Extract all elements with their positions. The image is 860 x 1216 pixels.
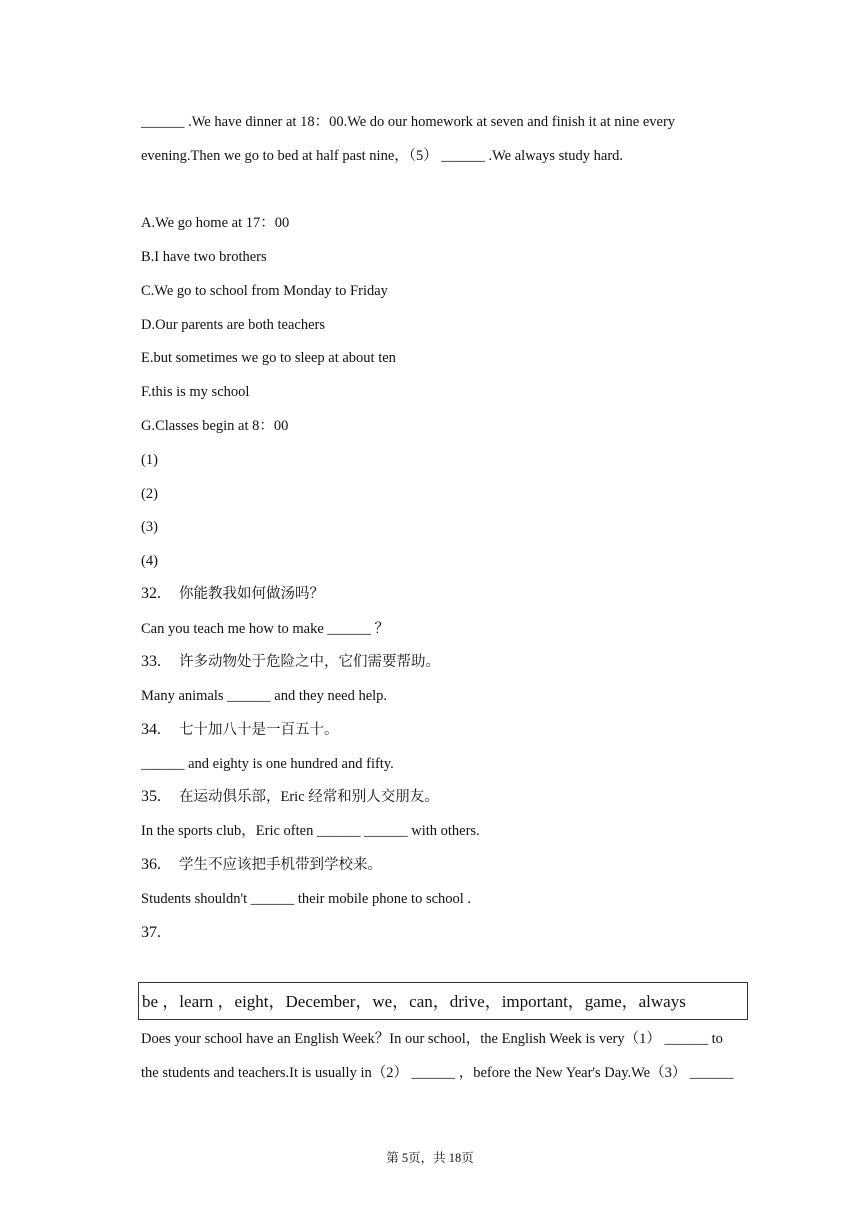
question-number: 32.: [141, 585, 161, 602]
question-32: [141, 584, 324, 604]
page-footer: 第 5页，共 18页: [386, 1151, 474, 1165]
answer-4: (4): [141, 553, 158, 569]
question-chinese: 在运动俱乐部，Eric 经常和别人交朋友。: [179, 789, 439, 805]
question-chinese: 你能教我如何做汤吗？: [179, 586, 324, 602]
question-37-text-1: Does your school have an English Week？In our school，the English Week is very（1） ______ to: [141, 1031, 723, 1047]
option-d: D.Our parents are both teachers: [141, 317, 325, 333]
question-33: [141, 652, 440, 672]
question-number: 35.: [141, 788, 161, 805]
question-number: 34.: [141, 721, 161, 738]
question-number: 33.: [141, 653, 161, 670]
question-37-text-2: the students and teachers.It is usually in（2） ______ ，before the New Year's Day.We（3） ______: [141, 1065, 734, 1081]
question-chinese: 学生不应该把手机带到学校来。: [179, 857, 382, 873]
answer-3: (3): [141, 519, 158, 535]
answer-2: (2): [141, 486, 158, 502]
option-a: A.We go home at 17：00: [141, 215, 290, 231]
option-e: E.but sometimes we go to sleep at about ten: [141, 350, 396, 366]
question-chinese: 七十加八十是一百五十。: [179, 722, 339, 738]
question-34-english: ______ and eighty is one hundred and fifty.: [141, 756, 394, 772]
option-g: G.Classes begin at 8：00: [141, 418, 289, 434]
question-36: [141, 855, 382, 875]
passage-line-2: evening.Then we go to bed at half past nine，（5） ______ .We always study hard.: [141, 148, 624, 164]
option-f: F.this is my school: [141, 384, 250, 400]
question-32-english: Can you teach me how to make ______ ？: [141, 621, 390, 637]
question-33-english: Many animals ______ and they need help.: [141, 688, 388, 704]
question-37-number: 37.: [141, 924, 161, 941]
question-35: [141, 787, 439, 807]
question-chinese: 许多动物处于危险之中，它们需要帮助。: [179, 654, 440, 670]
option-c: C.We go to school from Monday to Friday: [141, 283, 388, 299]
question-36-english: Students shouldn't ______ their mobile phone to school .: [141, 891, 472, 907]
question-number: 36.: [141, 856, 161, 873]
option-b: B.I have two brothers: [141, 249, 267, 265]
answer-1: (1): [141, 452, 158, 468]
question-34: [141, 720, 339, 740]
passage-line-1: ______ .We have dinner at 18：00.We do our homework at seven and finish it at nine every: [141, 114, 676, 130]
question-35-english: In the sports club，Eric often ______ ______ with others.: [141, 823, 480, 839]
word-box: be ，learn ，eight，December，we，can，drive，important，game，always: [138, 982, 748, 1020]
